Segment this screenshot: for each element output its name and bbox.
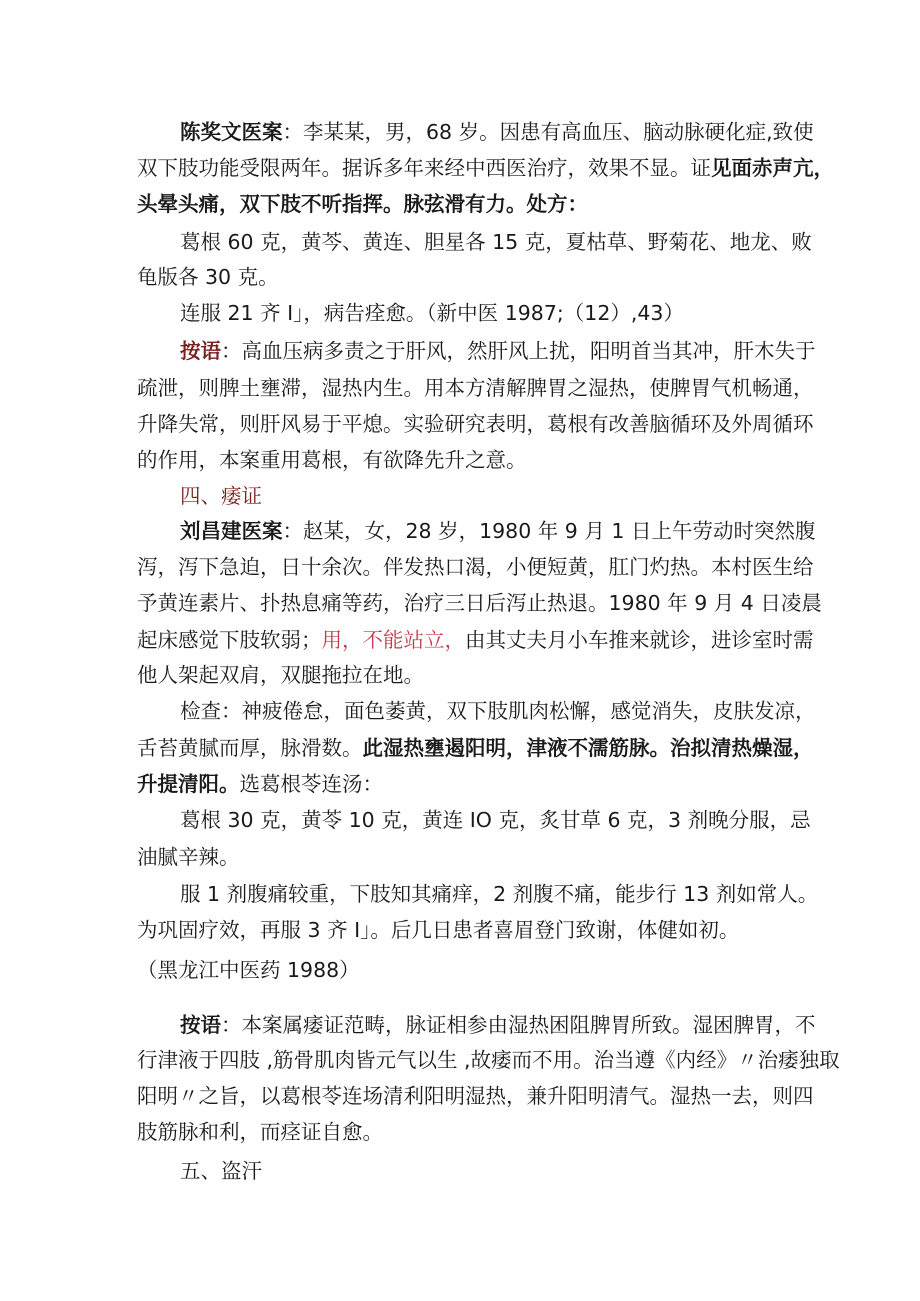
case2-intro-line-3: 予黄连素片、扑热息痛等药，治疗三日后泻止热退。1980 年 9 月 4 日凌晨 (137, 591, 822, 615)
section-4-heading: 四、痿证 (180, 484, 262, 508)
case1-note-line-1: 按语：高血压病多责之于肝风，然肝风上扰，阳明首当其冲，肝木失于 (180, 339, 816, 363)
case2-note-label: 按语 (180, 1013, 221, 1037)
case1-prescription-line-2: 龟版各 30 克。 (137, 265, 279, 289)
case2-exam-line-2: 舌苔黄腻而厚，脉滑数。此湿热壅遏阳明，津液不濡筋脉。治拟清热燥湿， (137, 736, 814, 760)
case2-exam-line-3: 升提清阳。选葛根苓连汤： (137, 772, 383, 796)
case1-intro-line-3: 头晕头痛，双下肢不听指挥。脉弦滑有力。处方： (137, 192, 588, 216)
highlighted-text: 用，不能站立， (321, 628, 465, 652)
case1-result: 连服 21 齐 I」，病告痊愈。（新中医 1987;（12）,43） (180, 301, 684, 325)
case2-result-line-2: 为巩固疗效，再服 3 齐 I」。后几日患者喜眉登门致谢，体健如初。 (137, 918, 740, 942)
case2-note-line-1: 按语：本案属痿证范畴，脉证相参由湿热困阻脾胃所致。湿困脾胃，不 (180, 1013, 816, 1037)
case1-intro-line-1: 陈奖文医案：李某某，男，68 岁。因患有高血压、脑动脉硬化症,致使 (180, 120, 814, 144)
case2-intro-line-5: 他人架起双肩，双腿拖拉在地。 (137, 663, 424, 687)
case1-note-line-3: 升降失常，则肝风易于平熄。实验研究表明，葛根有改善脑循环及外周循环 (137, 412, 814, 436)
case1-prescription-line-1: 葛根 60 克，黄芩、黄连、胆星各 15 克，夏枯草、野菊花、地龙、败 (180, 230, 812, 254)
case2-intro-line-4: 起床感觉下肢软弱；用，不能站立，由其丈夫月小车推来就诊，进诊室时需 (137, 628, 814, 652)
case1-note-line-2: 疏泄，则脾土壅滞，湿热内生。用本方清解脾胃之湿热，使脾胃气机畅通， (137, 376, 814, 400)
case2-prescription-line-2: 油腻辛辣。 (137, 845, 240, 869)
case2-intro-line-1: 刘昌建医案：赵某，女，28 岁，1980 年 9 月 1 日上午劳动时突然腹 (180, 519, 816, 543)
case1-note-line-4: 的作用，本案重用葛根，有欲降先升之意。 (137, 448, 527, 472)
case2-note-line-4: 肢筋脉和利，而痉证自愈。 (137, 1120, 383, 1144)
case2-prescription-line-1: 葛根 30 克，黄苓 10 克，黄连 IO 克，炙甘草 6 克，3 剂晚分服，忌 (180, 808, 811, 832)
case1-intro-line-2: 双下肢功能受限两年。据诉多年来经中西医治疗，效果不显。证见面赤声亢， (137, 156, 834, 180)
case2-result-line-1: 服 1 剂腹痛较重，下肢知其痛痒，2 剂腹不痛，能步行 13 剂如常人。 (180, 882, 819, 906)
section-5-heading: 五、盗汗 (180, 1159, 262, 1183)
case2-note-line-2: 行津液于四肢 ,筋骨肌肉皆元气以生 ,故痿而不用。治当遵《内经》〃治痿独取 (137, 1048, 840, 1072)
case2-exam-line-1: 检查：神疲倦怠，面色萎黄，双下肢肌肉松懈，感觉消失，皮肤发凉， (180, 699, 816, 723)
case2-source: （黑龙江中医药 1988） (137, 958, 360, 982)
case1-note-label: 按语 (180, 339, 221, 363)
case2-intro-line-2: 泻，泻下急迫，日十余次。伴发热口渴，小便短黄，肛门灼热。本村医生给 (137, 555, 814, 579)
case1-label: 陈奖文医案 (180, 120, 283, 144)
case2-label: 刘昌建医案 (180, 519, 283, 543)
case2-note-line-3: 阳明〃之旨，以葛根苓连场清利阳明湿热，兼升阳明清气。湿热一去，则四 (137, 1084, 814, 1108)
